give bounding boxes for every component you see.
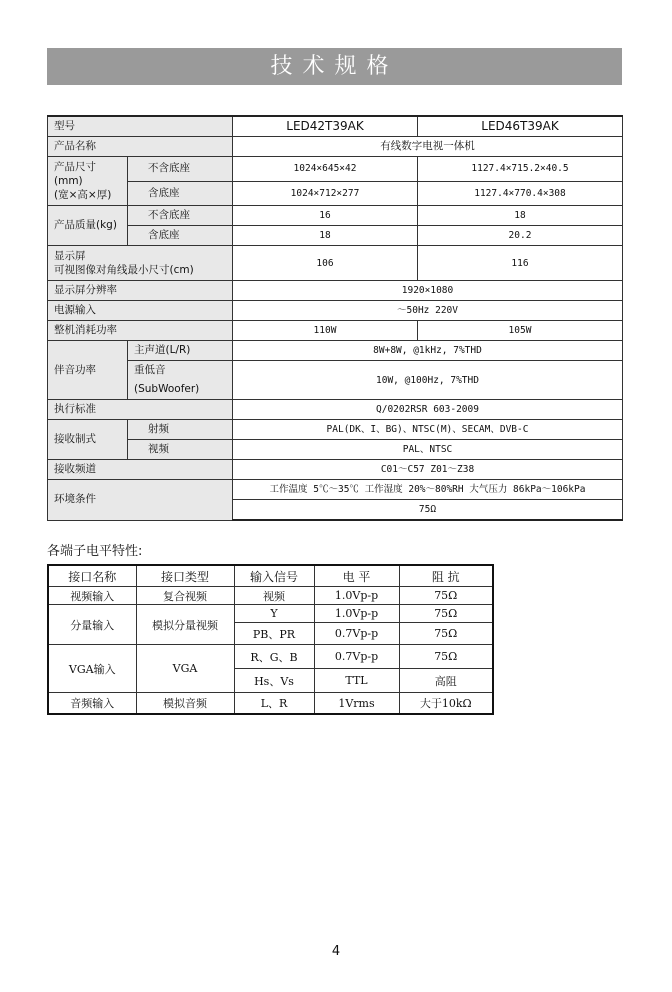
table-row [48,400,623,420]
size-label-1: 产品尺寸(mm) [54,161,96,187]
table-row [48,181,623,206]
table-row [48,605,493,623]
consumption-label: 整机消耗功率 [48,321,233,341]
weight-no-stand-2: 18 [418,206,623,226]
table-row [48,460,623,480]
audio-in: 音频输入 [48,693,136,715]
channel-label: 接收频道 [48,460,233,480]
impedance-value: 75Ω [233,500,623,521]
screen-label [48,246,233,281]
name-label: 产品名称 [48,137,233,157]
header-impedance: 阻 抗 [399,565,493,587]
name-value: 有线数字电视一体机 [233,137,623,157]
main-channel-label: 主声道(L/R) [128,341,233,361]
weight-label: 产品质量(kg) [48,206,128,246]
table-row [48,480,623,500]
page-number: 4 [331,944,341,959]
vga-type: VGA [136,645,234,693]
component-type: 模拟分量视频 [136,605,234,645]
rf-value: PAL(DK、I、BG)、NTSC(M)、SECAM、DVB-C [233,420,623,440]
env-label: 环境条件 [48,480,233,521]
env-value: 工作温度 5℃～35℃ 工作湿度 20%～80%RH 大气压力 86kPa～106kPa [233,480,623,500]
table-row [48,565,493,587]
weight-stand-1: 18 [233,226,418,246]
audio-label: 伴音功率 [48,341,128,400]
size-label-2: (宽×高×厚) [54,189,112,201]
audio-type: 模拟音频 [136,693,234,715]
power-in-value: ～50Hz 220V [233,301,623,321]
power-in-label: 电源输入 [48,301,233,321]
subwoofer-label: 重低音(SubWoofer) [128,361,233,400]
table-row [48,206,623,226]
header-signal: 输入信号 [234,565,314,587]
weight-no-stand-label: 不含底座 [128,206,233,226]
channel-value: C01～C57 Z01～Z38 [233,460,623,480]
size-stand-label: 含底座 [128,181,233,206]
table-row [48,361,623,400]
weight-stand-2: 20.2 [418,226,623,246]
screen-value-1: 106 [233,246,418,281]
pbpr-sig: PB、PR [234,623,314,645]
lr-level: 1Vrms [314,693,399,715]
table-row [48,157,623,182]
pbpr-imp: 75Ω [399,623,493,645]
size-stand-2: 1127.4×770.4×308 [418,181,623,206]
terminal-table [47,564,494,715]
video-imp: 75Ω [399,587,493,605]
resolution-value: 1920×1080 [233,281,623,301]
video-in: 视频输入 [48,587,136,605]
y-level: 1.0Vp-p [314,605,399,623]
weight-no-stand-1: 16 [233,206,418,226]
table-row [48,645,493,669]
size-no-stand-2: 1127.4×715.2×40.5 [418,157,623,182]
model-2: LED46T39AK [418,116,623,137]
lr-imp: 大于10kΩ [399,693,493,715]
main-channel-value: 8W+8W, @1kHz, 7%THD [233,341,623,361]
screen-value-2: 116 [418,246,623,281]
weight-stand-label: 含底座 [128,226,233,246]
standard-value: Q/0202RSR 603-2009 [233,400,623,420]
video-label: 视频 [128,440,233,460]
screen-label-1: 显示屏 [54,250,86,262]
size-label [48,157,128,206]
screen-label-2: 可视图像对角线最小尺寸(cm) [54,264,194,276]
hsvs-sig: Hs、Vs [234,669,314,693]
receive-label: 接收制式 [48,420,128,460]
y-sig: Y [234,605,314,623]
lr-sig: L、R [234,693,314,715]
table-row [48,281,623,301]
header-type: 接口类型 [136,565,234,587]
spec-table [47,115,623,521]
video-sig: 视频 [234,587,314,605]
page-title: 技术规格 [47,48,622,85]
component-in: 分量输入 [48,605,136,645]
table-row [48,420,623,440]
table-row [48,137,623,157]
hsvs-imp: 高阻 [399,669,493,693]
rgb-sig: R、G、B [234,645,314,669]
table-row [48,693,493,715]
table-row [48,440,623,460]
model-1: LED42T39AK [233,116,418,137]
rf-label: 射频 [128,420,233,440]
consumption-2: 105W [418,321,623,341]
model-label: 型号 [48,116,233,137]
rgb-level: 0.7Vp-p [314,645,399,669]
video-level: 1.0Vp-p [314,587,399,605]
table-row [48,116,623,137]
composite: 复合视频 [136,587,234,605]
table-row [48,341,623,361]
resolution-label: 显示屏分辨率 [48,281,233,301]
table-row [48,587,493,605]
table-row [48,321,623,341]
section-title: 各端子电平特性: [47,544,143,559]
standard-label: 执行标准 [48,400,233,420]
y-imp: 75Ω [399,605,493,623]
size-stand-1: 1024×712×277 [233,181,418,206]
header-level: 电 平 [314,565,399,587]
consumption-1: 110W [233,321,418,341]
rgb-imp: 75Ω [399,645,493,669]
table-row [48,226,623,246]
size-no-stand-label: 不含底座 [128,157,233,182]
pbpr-level: 0.7Vp-p [314,623,399,645]
table-row [48,246,623,281]
video-value: PAL、NTSC [233,440,623,460]
vga-in: VGA输入 [48,645,136,693]
subwoofer-value: 10W, @100Hz, 7%THD [233,361,623,400]
hsvs-level: TTL [314,669,399,693]
table-row [48,301,623,321]
header-name: 接口名称 [48,565,136,587]
size-no-stand-1: 1024×645×42 [233,157,418,182]
